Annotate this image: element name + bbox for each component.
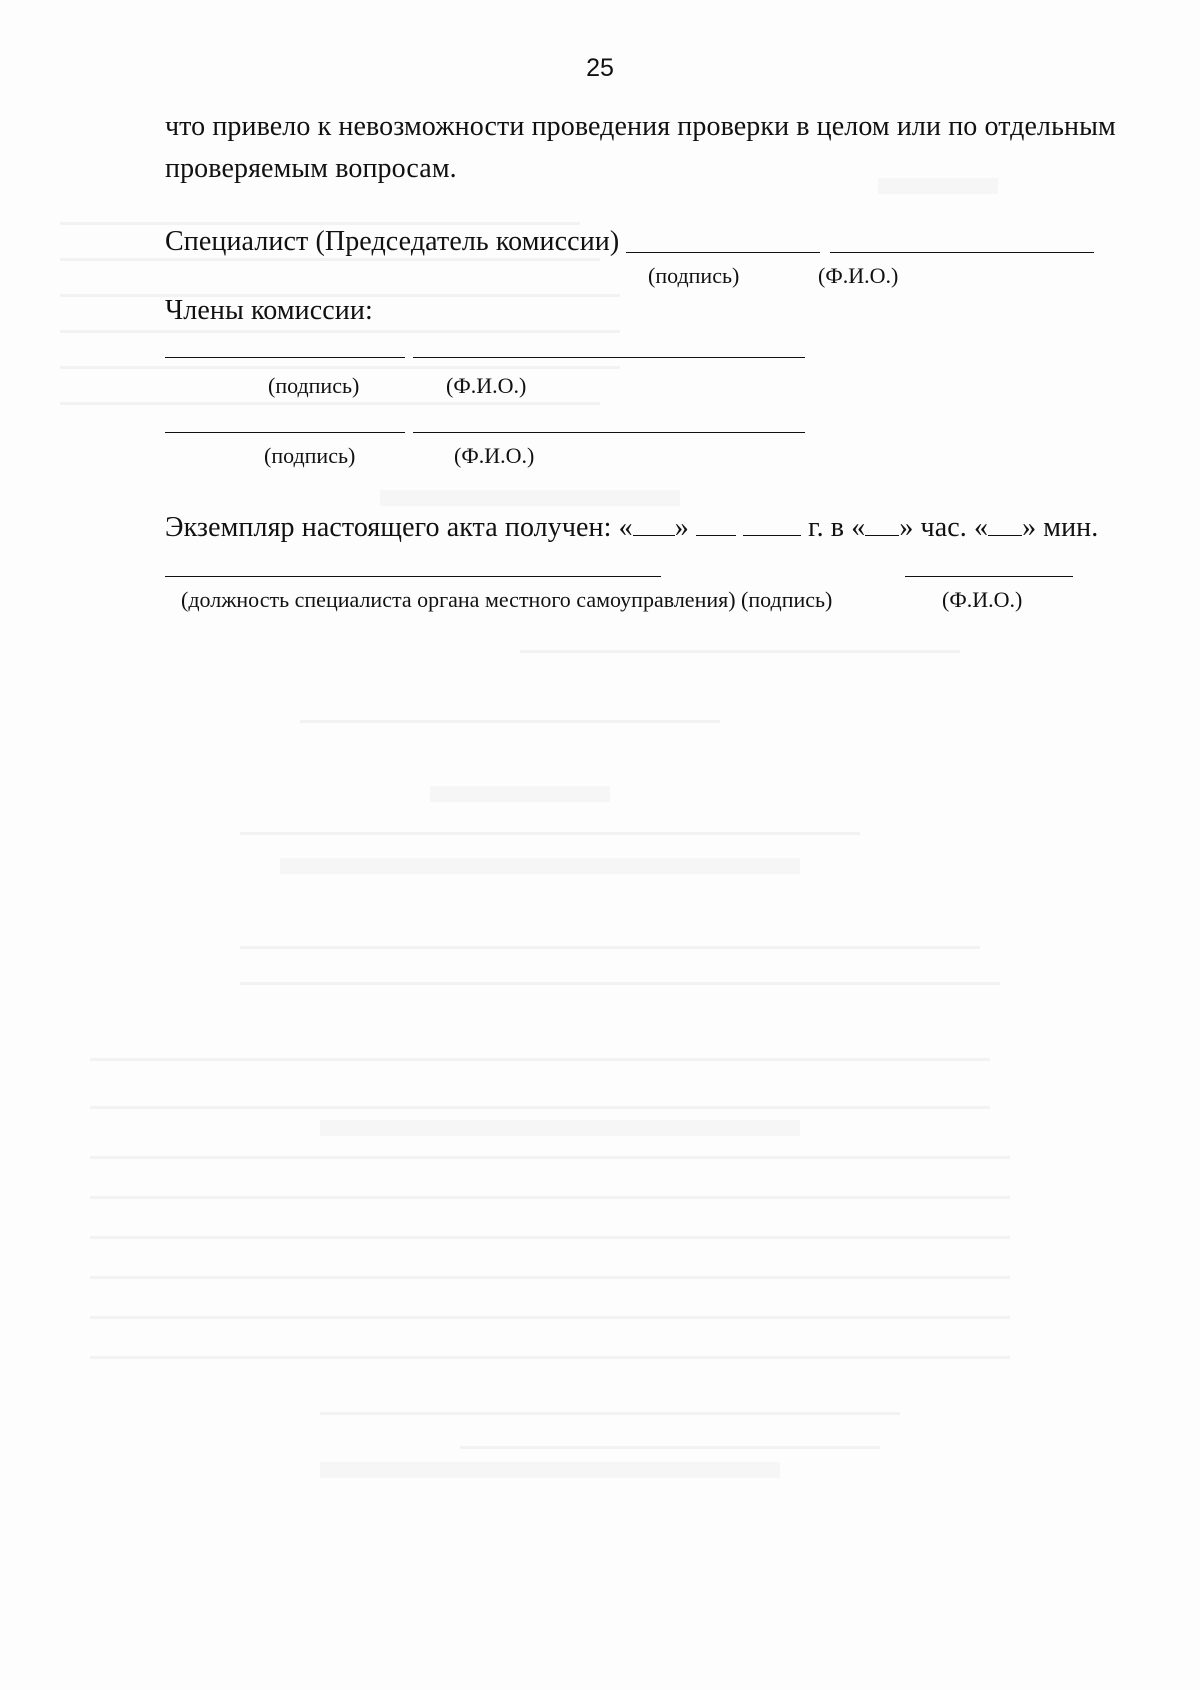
receipt-text-start: Экземпляр настоящего акта получен: « — [165, 512, 633, 543]
chairman-signature-line — [626, 252, 820, 253]
paragraph-line-1: что привело к невозможности проведения проверки в целом или по отдельным — [165, 111, 1116, 142]
minute-blank — [988, 534, 1022, 536]
chairman-name-line — [830, 252, 1094, 253]
member-signature-caption: (подпись) — [264, 443, 356, 468]
chairman-signature-caption: (подпись) — [648, 263, 740, 288]
paragraph-line-2: проверяемым вопросам. — [165, 153, 457, 184]
receipt-text-2: г. в « — [808, 512, 866, 543]
hour-blank — [865, 534, 899, 536]
members-label: Члены комиссии: — [165, 295, 373, 326]
month-blank — [696, 534, 736, 536]
chairman-label: Специалист (Председатель комиссии) — [165, 226, 620, 257]
member-name-line — [413, 357, 805, 358]
member-signature-line — [165, 357, 405, 358]
receipt-name-line — [905, 576, 1073, 577]
member-signature-caption: (подпись) — [268, 373, 360, 398]
position-signature-caption: (должность специалиста органа местного самоуправления) (подпись) — [181, 587, 833, 612]
page-number: 25 — [586, 54, 614, 82]
year-blank — [743, 534, 801, 536]
position-line — [165, 576, 661, 577]
member-name-line — [413, 432, 805, 433]
receipt-text-3: » час. « — [899, 512, 989, 543]
receipt-name-caption: (Ф.И.О.) — [942, 587, 1023, 612]
receipt-text-1: » — [674, 512, 689, 543]
receipt-text-4: » мин. — [1022, 512, 1099, 543]
member-name-caption: (Ф.И.О.) — [446, 373, 527, 398]
receipt-line — [165, 512, 1098, 544]
member-signature-line — [165, 432, 405, 433]
day-blank — [633, 534, 675, 536]
member-name-caption: (Ф.И.О.) — [454, 443, 535, 468]
chairman-name-caption: (Ф.И.О.) — [818, 263, 899, 288]
